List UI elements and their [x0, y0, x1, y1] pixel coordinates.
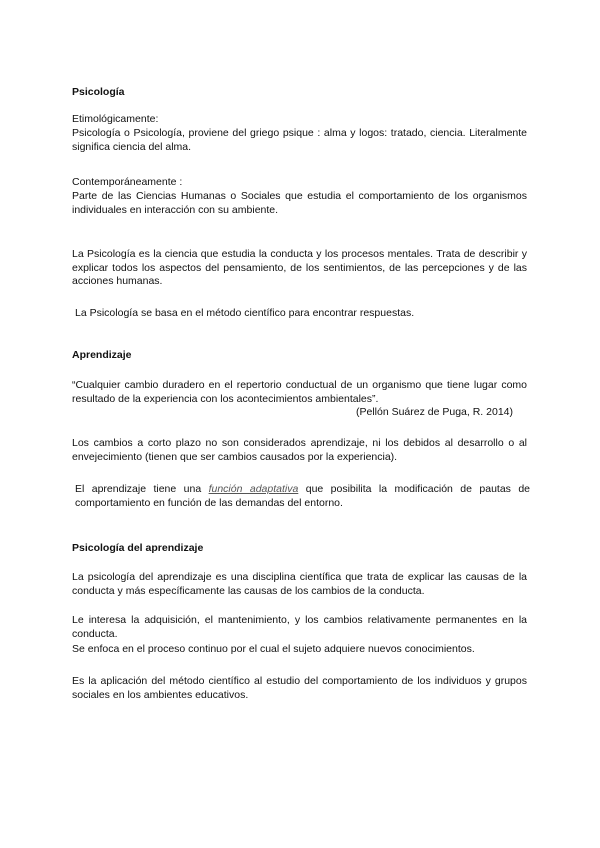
psicologia-aprendizaje-paragraph-4: Es la aplicación del método científico al estudio del comportamiento de los individuos y grupos sociales en los ambientes educativos.: [72, 675, 527, 701]
etym-label: Etimológicamente:: [72, 113, 159, 125]
section-title-aprendizaje: Aprendizaje: [72, 349, 132, 361]
aprendizaje-paragraph-2-end: que posibilita la modificación de pautas de comportamiento en función de las demandas del entorno.: [75, 483, 531, 509]
etym-text: Psicología o Psicología, proviene del griego psique : alma y logos: tratado, ciencia. Literalmente significa ciencia del alma.: [72, 127, 527, 153]
psicologia-paragraph-2: La Psicología se basa en el método científico para encontrar respuestas.: [75, 307, 415, 319]
contemp-text: Parte de las Ciencias Humanas o Sociales que estudia el comportamiento de los organismos individuales en interacción con su ambiente.: [72, 190, 527, 216]
psicologia-aprendizaje-paragraph-1: La psicología del aprendizaje es una disciplina científica que trata de explicar las causas de la conducta y más específicamente las causas de los cambios de la conducta.: [72, 571, 527, 597]
aprendizaje-paragraph-1: Los cambios a corto plazo no son considerados aprendizaje, ni los debidos al desarrollo o al envejecimiento (tienen que ser cambios causados por la experiencia).: [72, 437, 527, 463]
aprendizaje-paragraph-2-start: El aprendizaje tiene una: [75, 483, 202, 495]
aprendizaje-quote-block: [72, 379, 527, 420]
aprendizaje-quote: “Cualquier cambio duradero en el repertorio conductual de un organismo que tiene lugar como resultado de la experiencia con los acontecimientos ambientales”.: [72, 379, 527, 405]
aprendizaje-citation: (Pellón Suárez de Puga, R. 2014): [355, 406, 513, 418]
section-title-psicologia-aprendizaje: Psicología del aprendizaje: [72, 542, 204, 554]
psicologia-aprendizaje-paragraph-2: Le interesa la adquisición, el mantenimiento, y los cambios relativamente permanentes en la conducta.: [72, 614, 527, 640]
section-title-psicologia: Psicología: [72, 86, 125, 98]
psicologia-paragraph-1: La Psicología es la ciencia que estudia la conducta y los procesos mentales. Trata de describir y explicar todos los aspectos del pensamiento, de los sentimientos, de las percepciones y de las acciones humanas.: [72, 248, 527, 287]
aprendizaje-paragraph-2: [72, 483, 530, 510]
psicologia-aprendizaje-paragraph-3: Se enfoca en el proceso continuo por el cual el sujeto adquiere nuevos conocimientos.: [72, 643, 475, 655]
contemp-label: Contemporáneamente :: [72, 176, 183, 188]
funcion-adaptativa-term: función adaptativa: [208, 483, 299, 495]
